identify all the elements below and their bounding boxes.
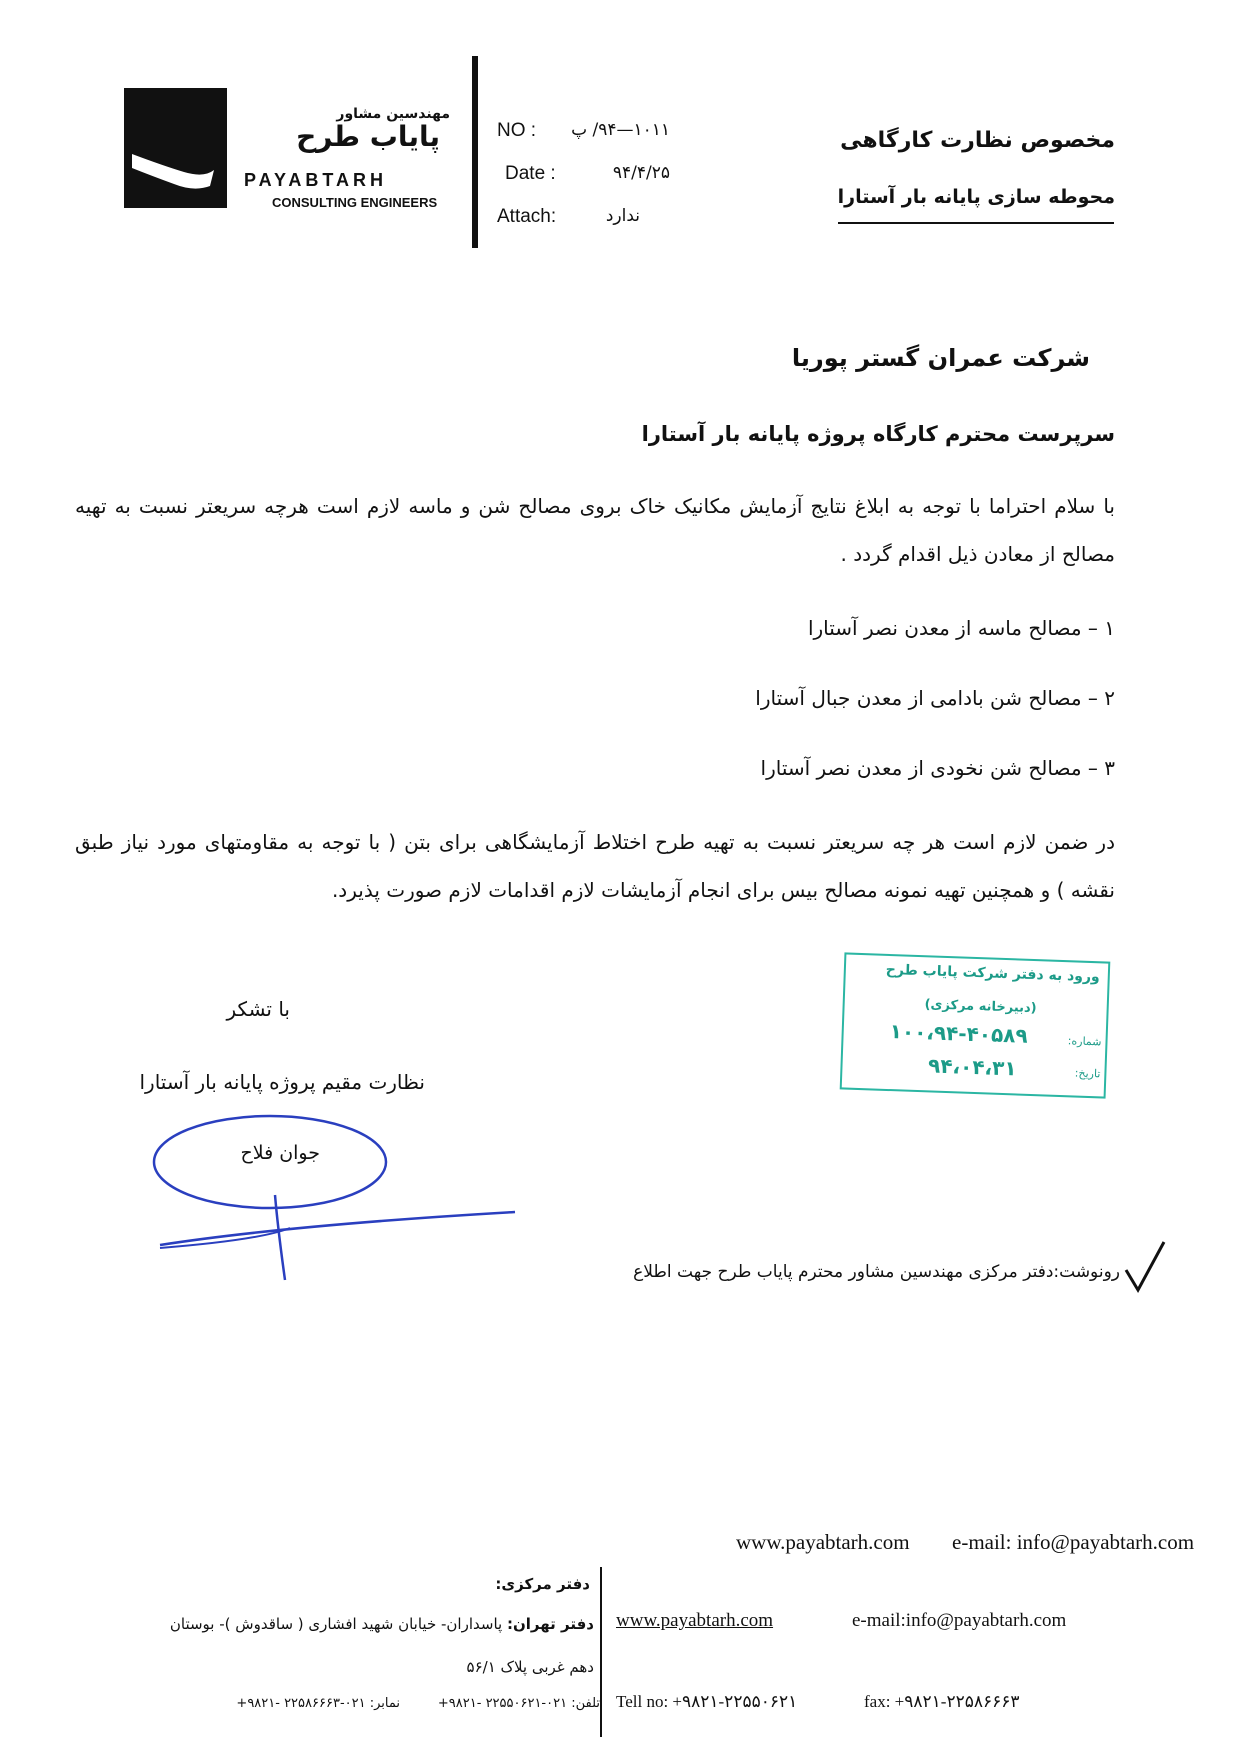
stamp-line-2: (دبیرخانه مرکزی)	[924, 997, 1037, 1017]
company-logo	[124, 88, 227, 208]
signer-title: نظارت مقیم پروژه پایانه بار آستارا	[139, 1070, 425, 1094]
footer-website-link[interactable]: www.payabtarh.com	[616, 1610, 774, 1631]
footer-tehran-label: دفتر تهران:	[506, 1615, 594, 1633]
list-item: ۲ – مصالح شن بادامی از معدن جبال آستارا	[755, 686, 1115, 710]
checkmark-icon	[1124, 1240, 1166, 1294]
list-item: ۳ – مصالح شن نخودی از معدن نصر آستارا	[760, 756, 1115, 780]
header-project: محوطه سازی پایانه بار آستارا	[837, 186, 1115, 208]
footer-fax-label: نمابر:	[369, 1696, 400, 1711]
body-paragraph-2: در ضمن لازم است هر چه سریعتر نسبت به تهیه طرح اختلاط آزمایشگاهی برای بتن ( با توجه به مقاومتهای مورد نیاز طبق نقشه ) و همچنین تهیه نمونه مصالح بیس برای انجام آزمایشات لازم اقدامات لازم صورت پذیرد.	[75, 830, 1115, 902]
attach-value: ندارد	[605, 206, 640, 226]
footer-phone	[410, 1696, 600, 1711]
date-label: Date :	[505, 163, 556, 184]
received-stamp	[840, 952, 1111, 1098]
date-value: ۹۴/۴/۲۵	[612, 163, 670, 183]
number-label: NO :	[497, 120, 537, 141]
footer-fax	[200, 1696, 400, 1711]
stamp-line-1: ورود به دفتر شرکت پایاب طرح	[885, 961, 1101, 986]
footer-address: پاسداران- خیابان شهید افشاری ( ساقدوش )- بوستان	[169, 1615, 503, 1633]
signer-name: جوان فلاح	[240, 1142, 320, 1164]
footer-website-top: www.payabtarh.com	[736, 1530, 910, 1554]
header-divider	[472, 56, 478, 248]
number-value: ۱۰۱۱—۹۴/ پ	[571, 120, 670, 140]
footer-tehran-office	[120, 1615, 594, 1633]
footer-fax-en: fax: +۹۸۲۱-۲۲۵۸۶۶۶۳	[864, 1692, 1020, 1711]
signature-icon	[140, 1110, 530, 1290]
logo-mark-icon	[124, 88, 227, 208]
header-title: مخصوص نظارت کارگاهی	[840, 128, 1115, 153]
footer-email: e-mail:info@payabtarh.com	[852, 1610, 1067, 1631]
attach-label: Attach:	[497, 206, 557, 227]
footer-phone-value: ۰۲۱-۲۲۵۵۰۶۲۱ -۹۸۲۱+	[437, 1696, 568, 1711]
footer-central-office: دفتر مرکزی:	[495, 1575, 590, 1593]
logo-persian-name: پایاب طرح	[296, 120, 440, 153]
footer-fax-value: ۰۲۱-۲۲۵۸۶۶۶۳ -۹۸۲۱+	[236, 1696, 366, 1711]
footer-tel-en: Tell no: +۹۸۲۱-۲۲۵۵۰۶۲۱	[616, 1692, 798, 1711]
footer-phone-label: تلفن:	[571, 1696, 600, 1711]
stamp-date-value: ۹۴،۰۴،۳۱	[927, 1053, 1017, 1081]
recipient-company: شرکت عمران گستر پوریا	[791, 344, 1090, 372]
stamp-date-label: تاریخ:	[1074, 1066, 1101, 1081]
header-underline	[838, 222, 1114, 224]
logo-persian-subtitle: مهندسین مشاور	[336, 106, 450, 122]
stamp-number-label: شماره:	[1067, 1034, 1102, 1049]
stamp-number-value: ۱۰۰،۹۴-۴۰۵۸۹	[889, 1019, 1029, 1048]
closing-thanks: با تشکر	[226, 997, 290, 1021]
list-item: ۱ – مصالح ماسه از معدن نصر آستارا	[807, 616, 1115, 640]
salutation: سرپرست محترم کارگاه پروژه پایانه بار آستارا	[641, 422, 1115, 446]
footer-email-top: e-mail: info@payabtarh.com	[952, 1530, 1195, 1554]
footer-address-line2: دهم غربی پلاک ۵۶/۱	[466, 1658, 594, 1676]
logo-english-name: PAYABTARH	[244, 170, 388, 190]
logo-english-subtitle: CONSULTING ENGINEERS	[272, 195, 438, 210]
footer-divider	[600, 1567, 602, 1737]
body-paragraph-1: با سلام احتراما با توجه به ابلاغ نتایج آزمایش مکانیک خاک بروی مصالح شن و ماسه لازم است هرچه سریعتر نسبت به تهیه مصالح از معادن ذیل اقدام گردد .	[75, 494, 1115, 566]
cc-note: رونوشت:دفتر مرکزی مهندسین مشاور محترم پایاب طرح جهت اطلاع	[633, 1262, 1120, 1282]
